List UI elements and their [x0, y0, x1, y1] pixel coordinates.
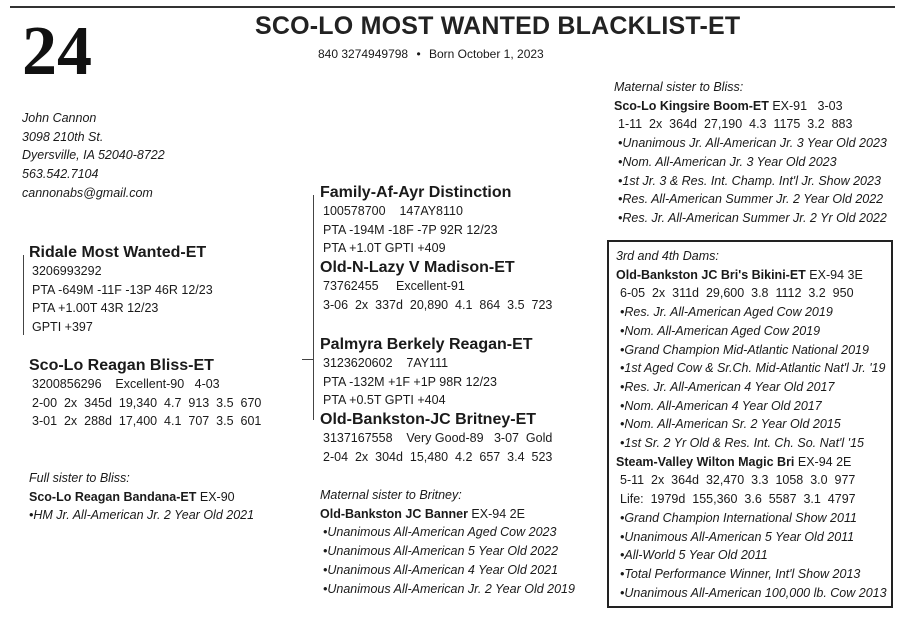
- fourth-dam-name: Steam-Valley Wilton Magic Bri: [616, 454, 795, 469]
- sire-dam-line: 73762455 Excellent-91: [323, 279, 465, 293]
- maternal-sister-britney-heading: Maternal sister to Britney:: [320, 488, 462, 502]
- maternal-sister-bliss-heading: Maternal sister to Bliss:: [614, 80, 744, 94]
- honor-line: •All-World 5 Year Old 2011: [620, 548, 768, 563]
- sire-sire-line: 100578700 147AY8110: [323, 204, 463, 218]
- honor-line: •Res. Jr. All-American Aged Cow 2019: [620, 305, 833, 320]
- full-sister-score: EX-90: [196, 489, 235, 504]
- birth-date: Born October 1, 2023: [428, 47, 544, 61]
- honor-line: •Res. Jr. All-American Summer Jr. 2 Yr Old 2022: [618, 210, 887, 225]
- consignor-address: 3098 210th St.: [22, 129, 104, 144]
- sire-line: PTA -649M -11F -13P 46R 12/23: [32, 282, 213, 297]
- honor-line: •Unanimous All-American 100,000 lb. Cow 2013: [620, 585, 887, 600]
- maternal-sister-bliss-score: EX-91 3-03: [768, 98, 843, 113]
- record-line: 1-11 2x 364d 27,190 4.3 1175 3.2 883: [618, 117, 853, 132]
- full-sister-heading: Full sister to Bliss:: [29, 471, 130, 485]
- consignor-email: cannonabs@gmail.com: [22, 185, 153, 200]
- sire-line: 3206993292: [32, 264, 102, 278]
- honor-line: •Grand Champion Mid-Atlantic National 2019: [620, 342, 869, 357]
- honor-line: •Unanimous All-American 4 Year Old 2021: [323, 562, 559, 577]
- sire-dam-name: Old-N-Lazy V Madison-ET: [320, 259, 515, 276]
- maternal-sister-britney-block: [320, 486, 575, 598]
- record-line: 5-11 2x 364d 32,470 3.3 1058 3.0 977: [620, 473, 856, 488]
- sire-sire-bracket-line: [313, 195, 314, 360]
- dam-sire-name: Palmyra Berkely Reagan-ET: [320, 336, 533, 353]
- third-fourth-dams-content: [616, 247, 887, 602]
- consignor-city: Dyersville, IA 52040-8722: [22, 148, 165, 163]
- third-dam-score: EX-94 3E: [805, 267, 863, 282]
- animal-id: 840 3274949798: [318, 47, 409, 61]
- dam-dam-line: 2-04 2x 304d 15,480 4.2 657 3.4 523: [323, 449, 553, 464]
- honor-line: •1st Aged Cow & Sr.Ch. Mid-Atlantic Nat'l Jr. '19: [620, 361, 886, 376]
- consignor-block: [22, 109, 165, 203]
- sire-block: [29, 244, 213, 337]
- dam-dam-block: [320, 411, 552, 466]
- dam-line: 3-01 2x 288d 17,400 4.1 707 3.5 601: [32, 414, 262, 429]
- consignor-phone: 563.542.7104: [22, 167, 99, 182]
- consignor-name: John Cannon: [22, 111, 97, 125]
- dam-line: 3200856296 Excellent-90 4-03: [32, 377, 220, 391]
- sire-sire-line: PTA +1.0T GPTI +409: [323, 241, 446, 256]
- sire-bracket-line: [23, 255, 24, 335]
- maternal-sister-britney-name: Old-Bankston JC Banner: [320, 506, 468, 521]
- honor-line: •Nom. All-American Aged Cow 2019: [620, 323, 821, 338]
- full-sister-honor: •HM Jr. All-American Jr. 2 Year Old 2021: [29, 508, 255, 523]
- dam-sire-block: [320, 336, 533, 410]
- honor-line: •Grand Champion International Show 2011: [620, 510, 857, 525]
- top-rule: [10, 6, 895, 8]
- sire-line: PTA +1.00T 43R 12/23: [32, 301, 159, 316]
- sire-name: Ridale Most Wanted-ET: [29, 244, 207, 261]
- third-dam-name: Old-Bankston JC Bri's Bikini-ET: [616, 267, 806, 282]
- maternal-sister-bliss-block: [614, 78, 887, 228]
- honor-line: •Res. Jr. All-American 4 Year Old 2017: [620, 379, 835, 394]
- dam-dam-line: 3137167558 Very Good-89 3-07 Gold: [323, 431, 553, 445]
- honor-line: •1st Jr. 3 & Res. Int. Champ. Int'l Jr. Show 2023: [618, 173, 881, 188]
- dam-line: 2-00 2x 345d 19,340 4.7 913 3.5 670: [32, 395, 262, 410]
- dam-block: [29, 357, 261, 431]
- sire-sire-block: [320, 184, 511, 258]
- dam-sire-line: 3123620602 7AY111: [323, 356, 449, 370]
- animal-subtitle: [318, 47, 544, 61]
- lot-number: 24: [22, 13, 92, 90]
- honor-line: •Unanimous All-American Aged Cow 2023: [323, 525, 557, 540]
- separator-dot: •: [416, 47, 421, 61]
- record-line: 6-05 2x 311d 29,600 3.8 1112 3.2 950: [620, 286, 854, 301]
- sire-dam-block: [320, 259, 552, 314]
- honor-line: •Unanimous All-American 5 Year Old 2011: [620, 529, 855, 544]
- honor-line: •Res. All-American Summer Jr. 2 Year Old 2022: [618, 192, 884, 207]
- honor-line: •Unanimous All-American 5 Year Old 2022: [323, 544, 559, 559]
- maternal-sister-britney-score: EX-94 2E: [467, 506, 525, 521]
- dam-sire-line: PTA -132M +1F +1P 98R 12/23: [323, 374, 497, 389]
- fourth-dam-score: EX-94 2E: [794, 454, 852, 469]
- honor-line: •Unanimous Jr. All-American Jr. 3 Year Old 2023: [618, 136, 887, 151]
- honor-line: •Nom. All-American 4 Year Old 2017: [620, 398, 822, 413]
- honor-line: •1st Sr. 2 Yr Old & Res. Int. Ch. So. Nat'l '15: [620, 436, 864, 451]
- sire-dam-line: 3-06 2x 337d 20,890 4.1 864 3.5 723: [323, 297, 553, 312]
- honor-line: •Nom. All-American Jr. 3 Year Old 2023: [618, 154, 837, 169]
- dam-sire-bracket-line: [313, 340, 314, 420]
- honor-line: •Total Performance Winner, Int'l Show 2013: [620, 566, 861, 581]
- full-sister-name: Sco-Lo Reagan Bandana-ET: [29, 489, 197, 504]
- sire-line: GPTI +397: [32, 320, 93, 335]
- sire-sire-name: Family-Af-Ayr Distinction: [320, 184, 512, 201]
- dam-sire-line: PTA +0.5T GPTI +404: [323, 393, 446, 408]
- sire-sire-line: PTA -194M -18F -7P 92R 12/23: [323, 222, 498, 237]
- honor-line: •Unanimous All-American Jr. 2 Year Old 2019: [323, 581, 575, 596]
- honor-line: •Nom. All-American Sr. 2 Year Old 2015: [620, 417, 841, 432]
- third-fourth-heading: 3rd and 4th Dams:: [616, 249, 719, 263]
- animal-name: SCO-LO MOST WANTED BLACKLIST-ET: [255, 12, 741, 40]
- dam-name: Sco-Lo Reagan Bliss-ET: [29, 357, 214, 374]
- dam-dam-name: Old-Bankston-JC Britney-ET: [320, 411, 537, 428]
- maternal-sister-bliss-name: Sco-Lo Kingsire Boom-ET: [614, 98, 769, 113]
- record-line: Life: 1979d 155,360 3.6 5587 3.1 4797: [620, 492, 856, 507]
- full-sister-block: [29, 469, 254, 525]
